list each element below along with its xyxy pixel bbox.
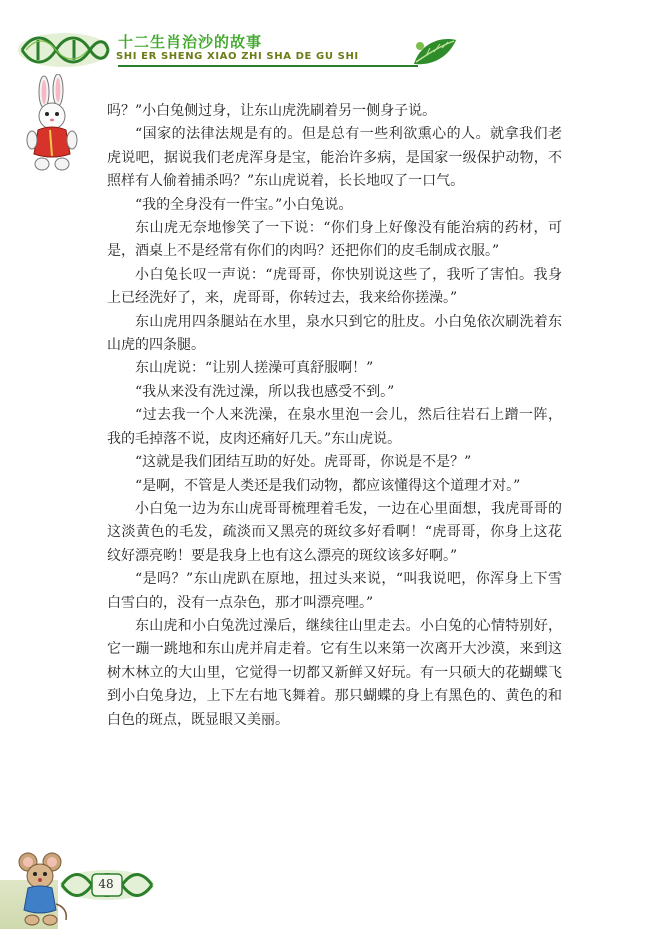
celtic-knot-ornament-icon <box>16 30 112 70</box>
paragraph: “是啊，不管是人类还是我们动物，都应该懂得这个道理才对。” <box>135 477 521 494</box>
paragraph: “国家的法律法规是有的。但是总有一些利欲熏心的人。就拿我们老虎说吧，据说我们老虎浑身是宝，能治许多病，是国家一级保护动物，不照样有人偷着捕杀吗？”东山虎说着，长长地叹了一口气。 <box>107 126 562 190</box>
paragraph: 东山虎说：“让别人搓澡可真舒服啊！” <box>135 360 374 377</box>
story-text <box>107 100 562 732</box>
page-number: 48 <box>98 877 114 891</box>
paragraph: “是吗？”东山虎趴在原地，扭过头来说，“叫我说吧，你浑身上下雪白雪白的，没有一点杂色，那才叫漂亮哩。” <box>107 571 562 611</box>
paragraph: “过去我一个人来洗澡，在泉水里泡一会儿，然后往岩石上蹭一阵，我的毛掉落不说，皮肉还痛好几天。”东山虎说。 <box>107 407 562 447</box>
paragraph: 吗？”小白兔侧过身，让东山虎洗刷着另一侧身子说。 <box>107 103 437 119</box>
paragraph: 东山虎用四条腿站在水里，泉水只到它的肚皮。小白兔依次刷洗着东山虎的四条腿。 <box>107 313 562 354</box>
paragraph: “我从来没有洗过澡，所以我也感受不到。” <box>135 383 395 400</box>
paragraph: “我的全身没有一件宝。”小白兔说。 <box>135 196 353 213</box>
rabbit-illustration-icon <box>14 74 90 174</box>
header-rule <box>118 65 418 67</box>
paragraph: 东山虎无奈地惨笑了一下说：“你们身上好像没有能治病的药材，可是，酒桌上不是经常有你们的肉吗？还把你们的皮毛制成衣服。” <box>107 220 562 260</box>
paragraph: 小白兔长叹一声说：“虎哥哥，你快别说这些了，我听了害怕。我身上已经洗好了，来，虎哥哥，你转过去，我来给你搓澡。” <box>107 266 562 307</box>
paragraph: “这就是我们团结互助的好处。虎哥哥，你说是不是？” <box>135 454 472 471</box>
header-title: 十二生肖治沙的故事 <box>118 33 263 51</box>
paragraph: 小白兔一边为东山虎哥哥梳理着毛发，一边在心里面想，我虎哥哥的这淡黄色的毛发，疏淡而又黑亮的斑纹多好看啊！“虎哥哥，你身上这花纹好漂亮哟！要是我身上也有这么漂亮的斑纹该多好啊。” <box>107 500 562 564</box>
header-pinyin: SHI ER SHENG XIAO ZHI SHA DE GU SHI <box>116 51 359 62</box>
leaf-ornament-icon <box>410 34 460 70</box>
paragraph: 东山虎和小白兔洗过澡后，继续往山里走去。小白兔的心情特别好，它一蹦一跳地和东山虎并肩走着。它有生以来第一次离开大沙漠，来到这树木林立的大山里，它觉得一切都又新鲜又好玩。有一只硕大的花蝴蝶飞到小白兔身边，上下左右地飞舞着。那只蝴蝶的身上有黑色的、黄色的和白色的斑点，既显眼又美丽。 <box>107 617 562 728</box>
